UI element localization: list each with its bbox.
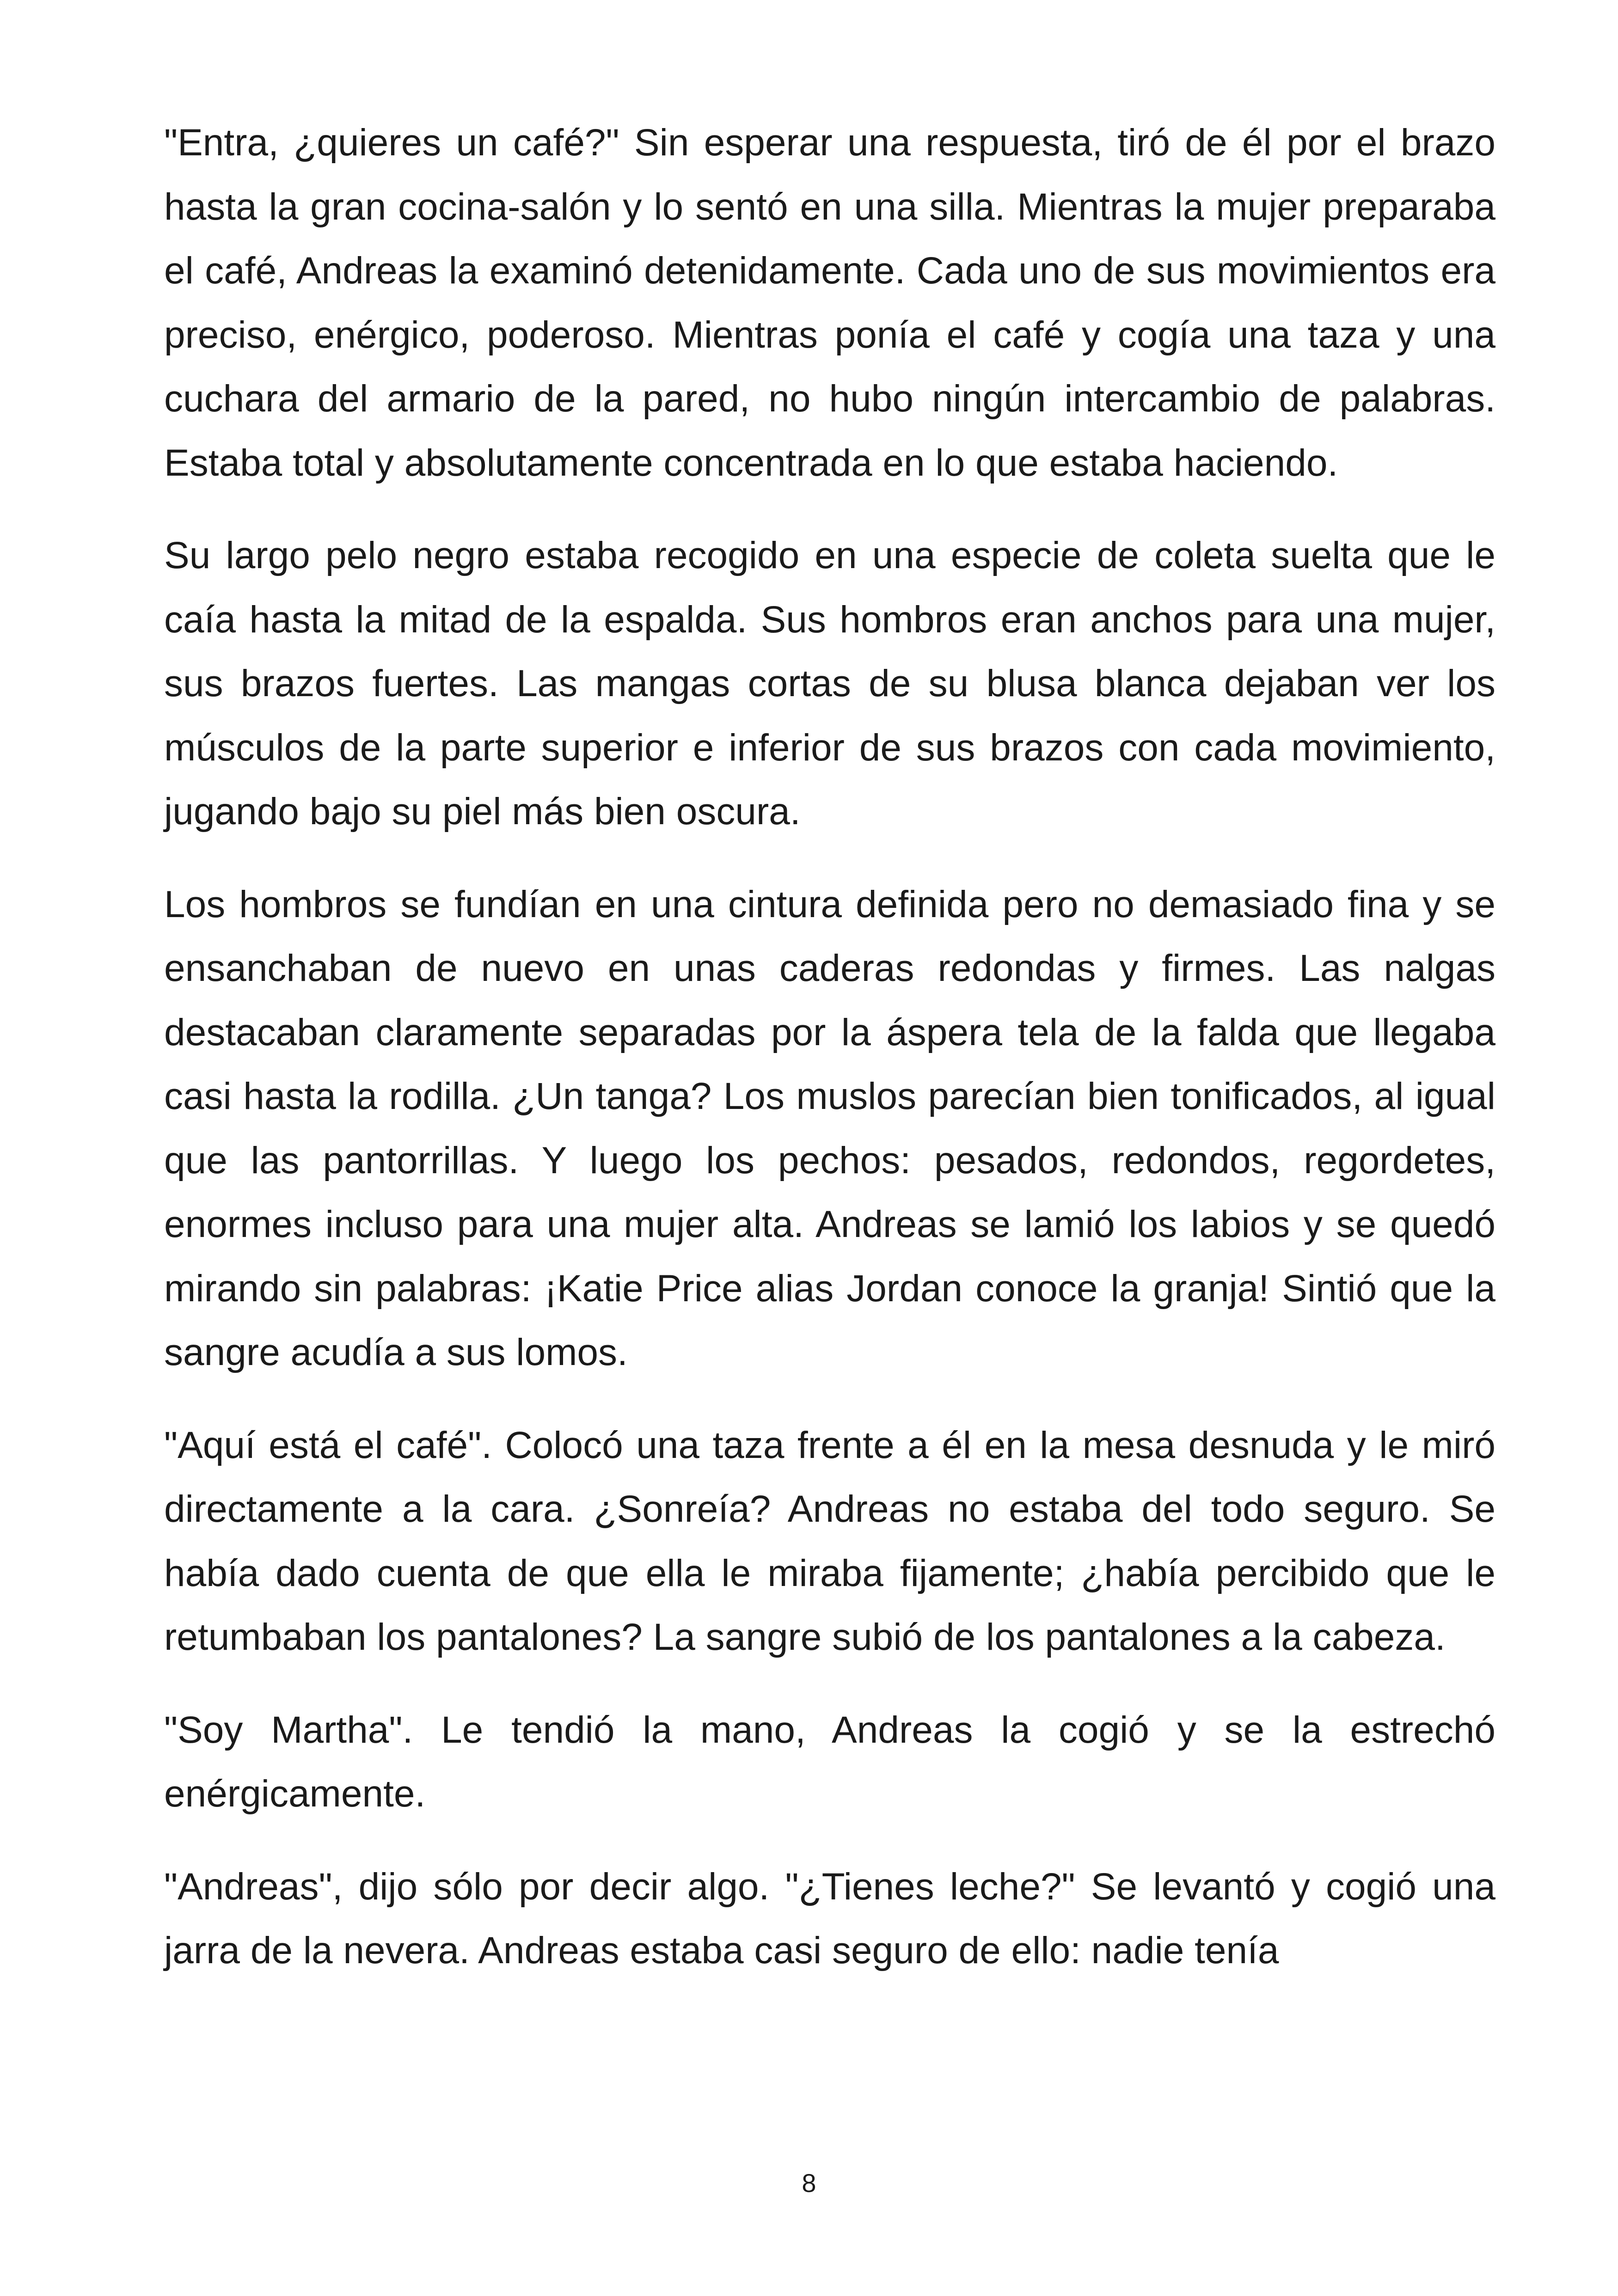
paragraph: Su largo pelo negro estaba recogido en una especie de coleta suelta que le caía hasta la mitad de la espalda. Sus hombros eran anchos para una mujer, sus brazos fuertes. Las mangas cortas de su blusa blanca dejaban ver los músculos de la parte superior e inferior de sus brazos con cada movimiento, jugando bajo su piel más bien oscura. bbox=[164, 534, 1495, 833]
paragraph: "Aquí está el café". Colocó una taza frente a él en la mesa desnuda y le miró directamente a la cara. ¿Sonreía? Andreas no estaba del todo seguro. Se había dado cuenta de que ella le miraba fijamente; ¿había percibido que le retumbaban los pantalones? La sangre subió de los pantalones a la cabeza. bbox=[164, 1424, 1495, 1658]
page-number: 8 bbox=[802, 2168, 816, 2198]
paragraph: "Soy Martha". Le tendió la mano, Andreas la cogió y se la estrechó enérgicamente. bbox=[164, 1708, 1495, 1815]
paragraph: "Entra, ¿quieres un café?" Sin esperar una respuesta, tiró de él por el brazo hasta la gran cocina-salón y lo sentó en una silla. Mientras la mujer preparaba el café, Andreas la examinó detenidamente. Cada uno de sus movimientos era preciso, enérgico, poderoso. Mientras ponía el café y cogía una taza y una cuchara del armario de la pared, no hubo ningún intercambio de palabras. Estaba total y absolutamente concentrada en lo que estaba haciendo. bbox=[164, 122, 1495, 484]
page-body bbox=[164, 111, 1495, 1983]
paragraph: "Andreas", dijo sólo por decir algo. "¿Tienes leche?" Se levantó y cogió una jarra de la nevera. Andreas estaba casi seguro de ello: nadie tenía bbox=[164, 1865, 1495, 1971]
paragraph: Los hombros se fundían en una cintura definida pero no demasiado fina y se ensanchaban de nuevo en unas caderas redondas y firmes. Las nalgas destacaban claramente separadas por la áspera tela de la falda que llegaba casi hasta la rodilla. ¿Un tanga? Los muslos parecían bien tonificados, al igual que las pantorrillas. Y luego los pechos: pesados, redondos, regordetes, enormes incluso para una mujer alta. Andreas se lamió los labios y se quedó mirando sin palabras: ¡Katie Price alias Jordan conoce la granja! Sintió que la sangre acudía a sus lomos. bbox=[164, 883, 1495, 1373]
